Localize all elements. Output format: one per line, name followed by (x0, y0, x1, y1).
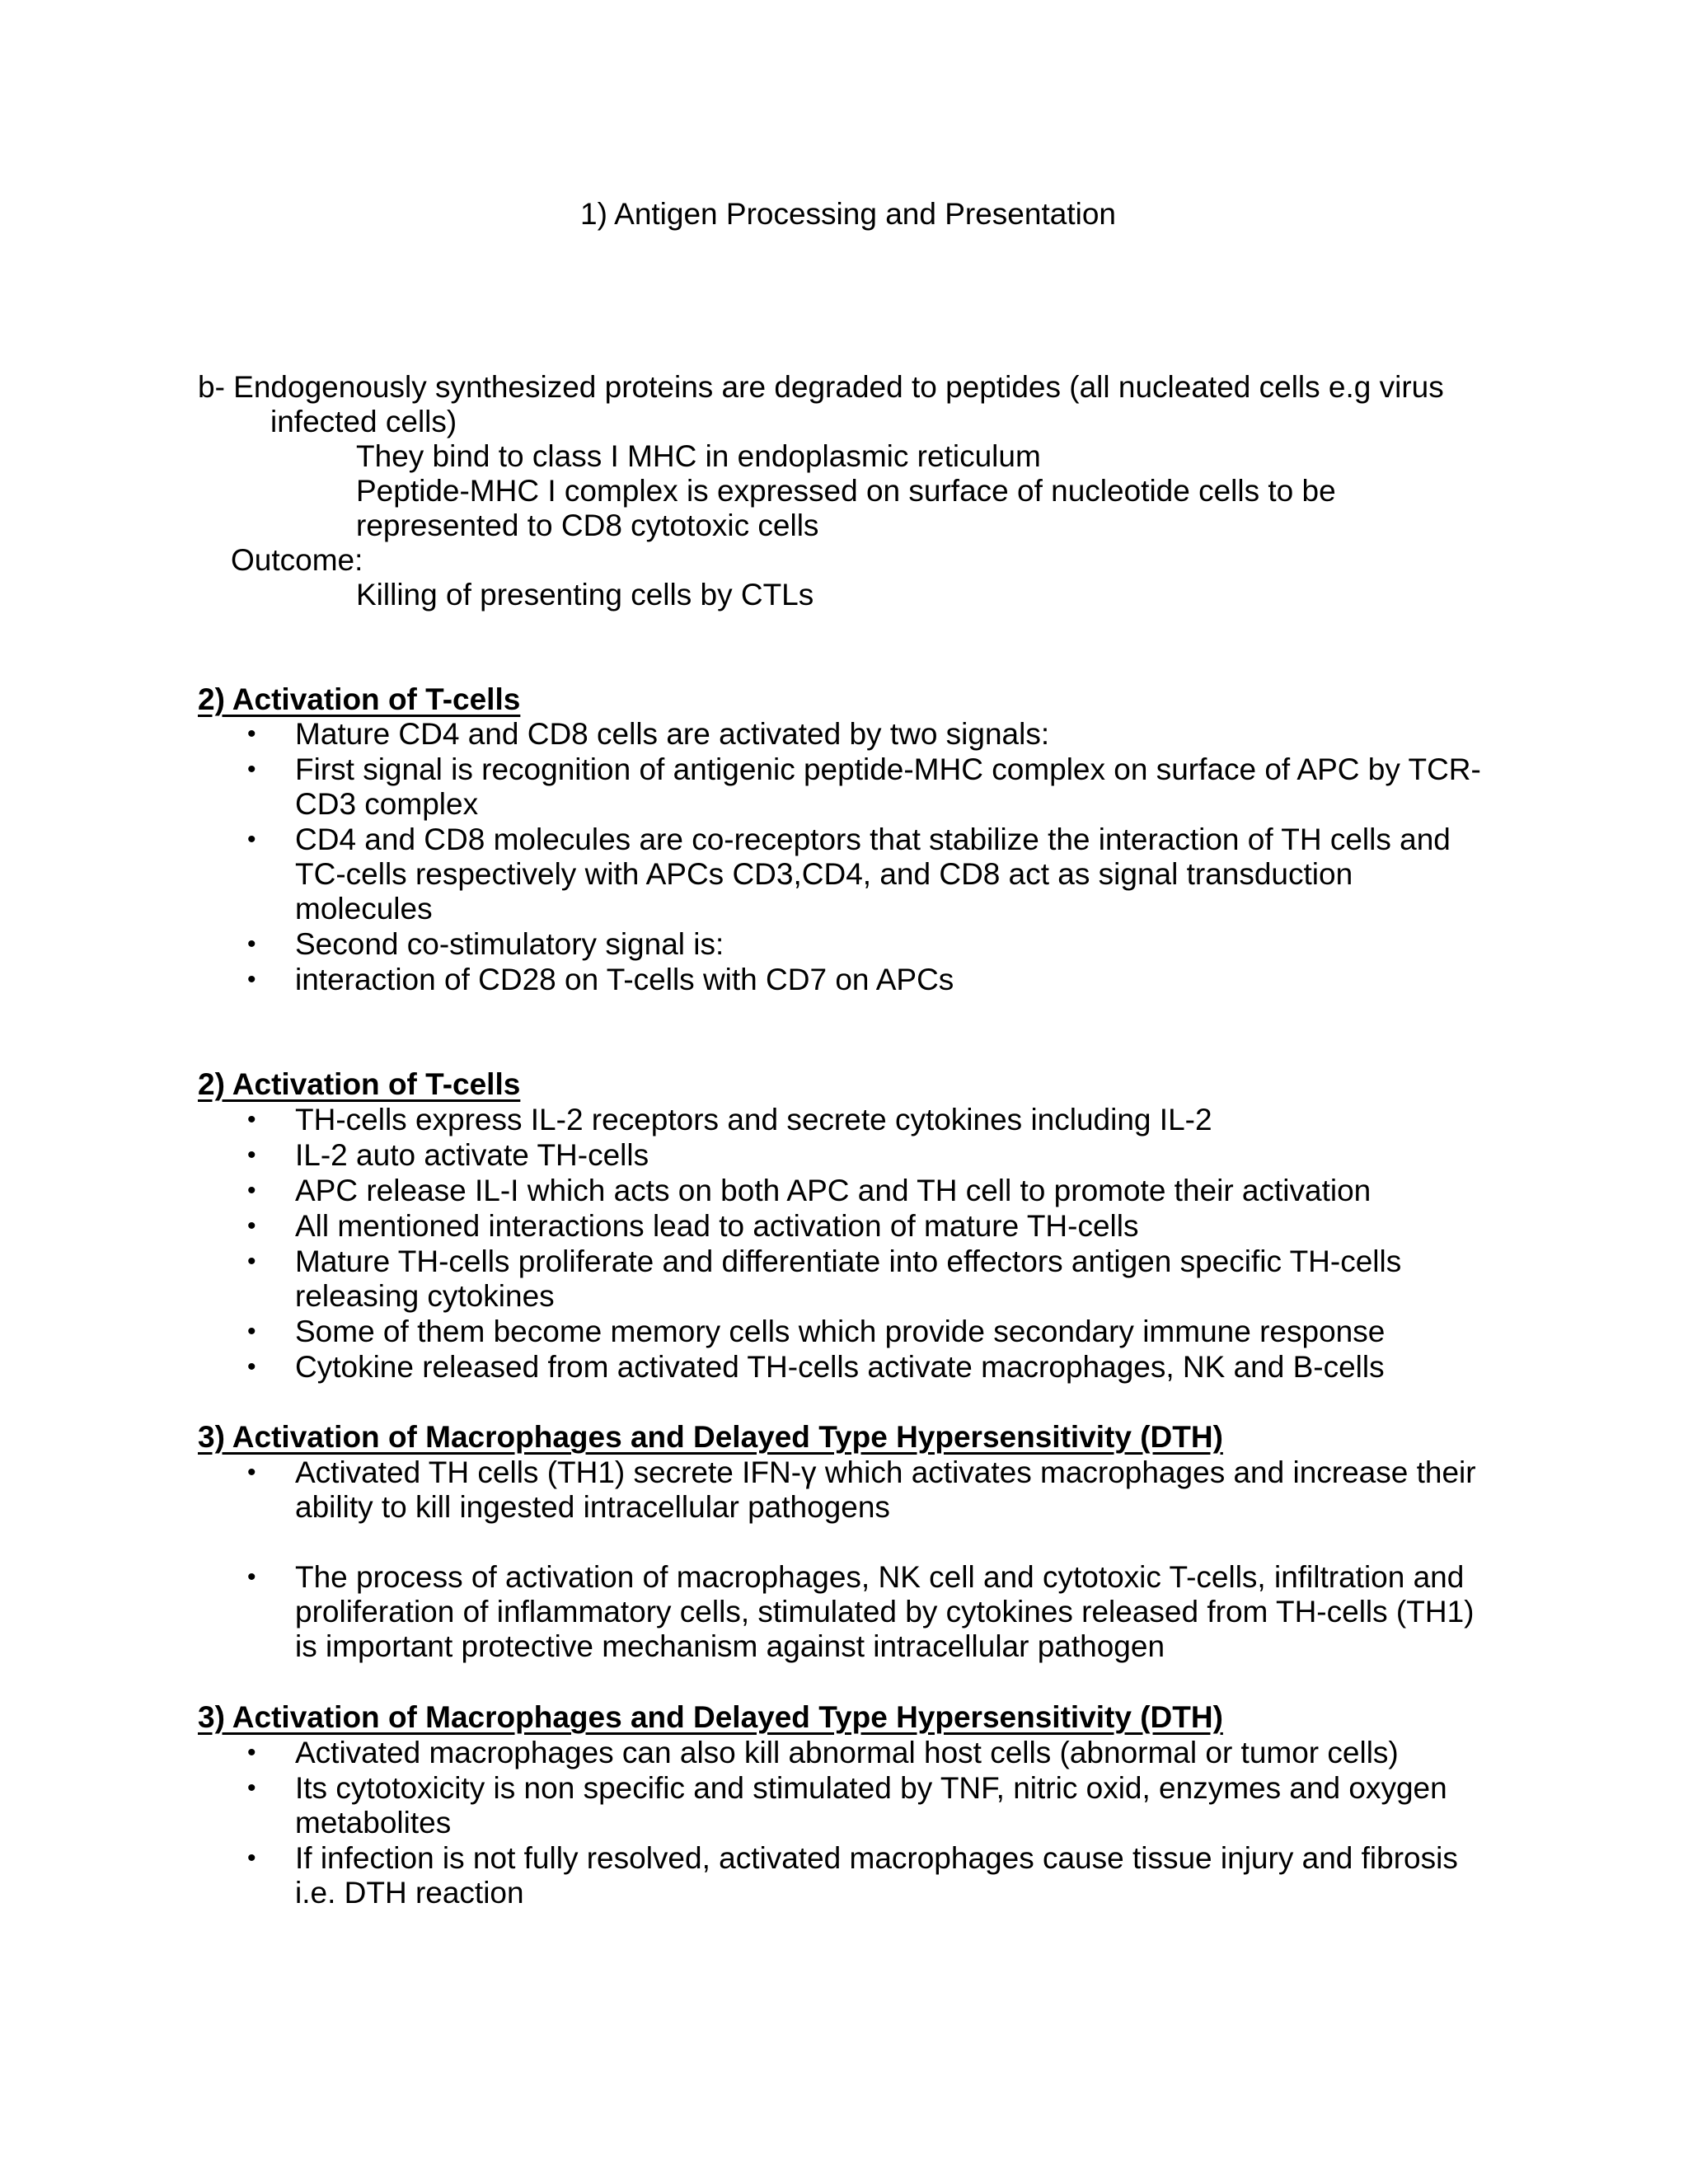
bullet-icon: • (247, 1318, 256, 1345)
bullet-text: Activated macrophages can also kill abnormal host cells (abnormal or tumor cells) (295, 1736, 1399, 1769)
document-title: 1) Antigen Processing and Presentation (580, 197, 1116, 231)
bullet-text: The process of activation of macrophages, NK cell and cytotoxic T-cells, infiltration and (295, 1560, 1465, 1594)
bullet-text: APC release IL-I which acts on both APC and TH cell to promote their activation (295, 1174, 1372, 1207)
section-heading: 3) Activation of Macrophages and Delayed Type Hypersensitivity (DTH) (198, 1420, 1223, 1454)
bullet-icon: • (247, 1248, 256, 1275)
bullet-text: proliferation of inflammatory cells, stimulated by cytokines released from TH-cells (TH1) (295, 1595, 1475, 1629)
outcome-label: Outcome: (231, 543, 363, 577)
bullet-text: metabolites (295, 1806, 452, 1840)
bullet-text: Activated TH cells (TH1) secrete IFN-γ which activates macrophages and increase their (295, 1455, 1476, 1489)
section-heading: 2) Activation of T-cells (198, 682, 521, 716)
bullet-text: molecules (295, 892, 433, 926)
bullet-text: CD4 and CD8 molecules are co-receptors that stabilize the interaction of TH cells and (295, 823, 1451, 856)
bullet-text: releasing cytokines (295, 1279, 555, 1313)
section-b-intro-line: b- Endogenously synthesized proteins are degraded to peptides (all nucleated cells e.g virus (198, 370, 1444, 404)
bullet-icon: • (247, 1459, 256, 1486)
bullet-icon: • (247, 1177, 256, 1204)
bullet-text: interaction of CD28 on T-cells with CD7 on APCs (295, 963, 954, 996)
bullet-text: If infection is not fully resolved, activated macrophages cause tissue injury and fibrosis (295, 1841, 1458, 1875)
bullet-icon: • (247, 966, 256, 993)
bullet-text: TH-cells express IL-2 receptors and secrete cytokines including IL-2 (295, 1103, 1212, 1137)
bullet-icon: • (247, 1563, 256, 1591)
bullet-text: is important protective mechanism against intracellular pathogen (295, 1629, 1165, 1663)
section-heading: 2) Activation of T-cells (198, 1067, 521, 1101)
bullet-icon: • (247, 1739, 256, 1766)
bullet-text: All mentioned interactions lead to activation of mature TH-cells (295, 1209, 1139, 1243)
bullet-icon: • (247, 756, 256, 783)
bullet-text: TC-cells respectively with APCs CD3,CD4, and CD8 act as signal transduction (295, 857, 1353, 891)
bullet-text: Some of them become memory cells which provide secondary immune response (295, 1315, 1386, 1348)
bullet-text: IL-2 auto activate TH-cells (295, 1138, 649, 1172)
bullet-icon: • (247, 1774, 256, 1802)
section-heading: 3) Activation of Macrophages and Delayed Type Hypersensitivity (DTH) (198, 1700, 1223, 1734)
bullet-icon: • (247, 1844, 256, 1872)
bullet-text: i.e. DTH reaction (295, 1876, 524, 1910)
bullet-icon: • (247, 720, 256, 748)
section-b-detail: Peptide-MHC I complex is expressed on surface of nucleotide cells to be (356, 474, 1336, 508)
bullet-icon: • (247, 1353, 256, 1380)
section-b-intro-line: infected cells) (270, 405, 457, 438)
bullet-text: Mature TH-cells proliferate and differentiate into effectors antigen specific TH-cells (295, 1244, 1402, 1278)
bullet-text: Second co-stimulatory signal is: (295, 927, 724, 961)
bullet-text: Cytokine released from activated TH-cells activate macrophages, NK and B-cells (295, 1350, 1385, 1384)
bullet-icon: • (247, 1212, 256, 1240)
bullet-text: CD3 complex (295, 787, 479, 821)
bullet-text: First signal is recognition of antigenic peptide-MHC complex on surface of APC by TCR- (295, 752, 1481, 786)
section-b-detail: They bind to class I MHC in endoplasmic reticulum (356, 439, 1041, 473)
bullet-icon: • (247, 1106, 256, 1133)
section-b-detail: represented to CD8 cytotoxic cells (356, 509, 819, 542)
bullet-text: ability to kill ingested intracellular pathogens (295, 1490, 890, 1524)
bullet-text: Its cytotoxicity is non specific and stimulated by TNF, nitric oxid, enzymes and oxygen (295, 1771, 1447, 1805)
bullet-icon: • (247, 826, 256, 853)
outcome-text: Killing of presenting cells by CTLs (356, 578, 814, 612)
bullet-text: Mature CD4 and CD8 cells are activated by two signals: (295, 717, 1050, 751)
bullet-icon: • (247, 930, 256, 958)
bullet-icon: • (247, 1141, 256, 1169)
